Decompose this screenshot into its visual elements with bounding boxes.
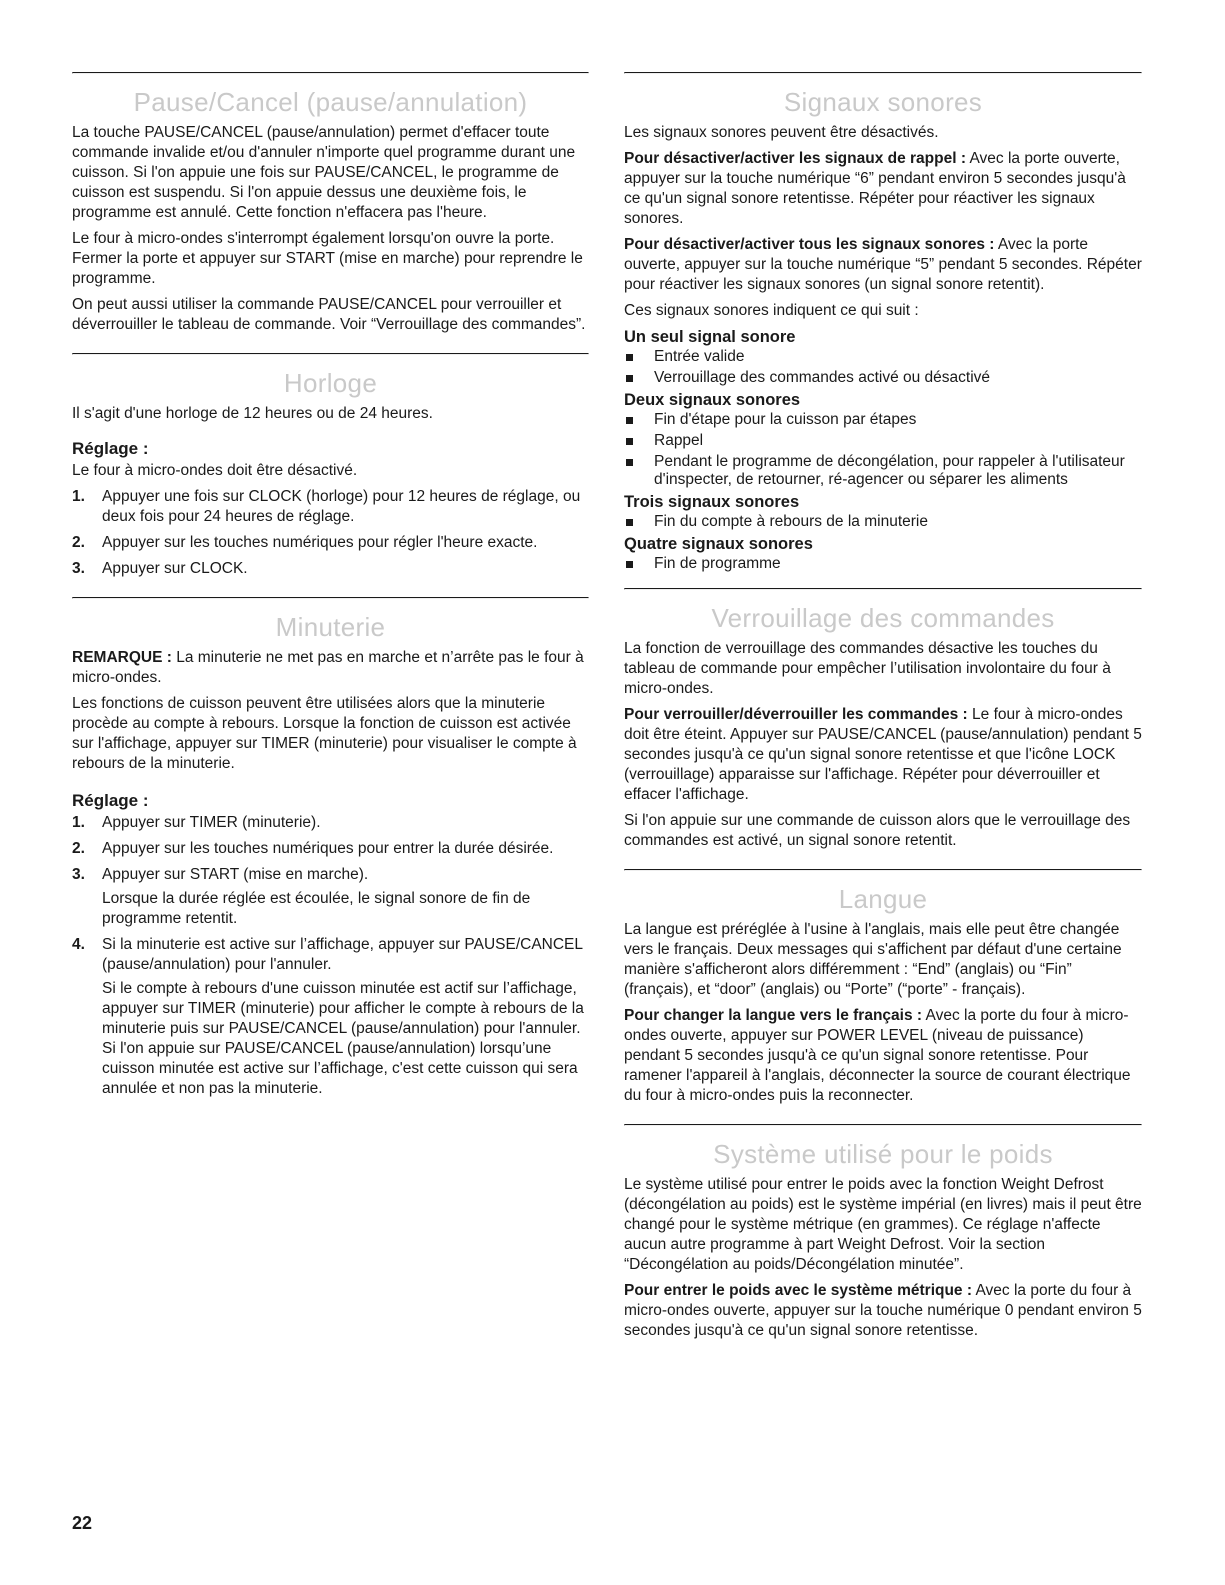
bullet-list [624,513,1142,531]
section-divider [72,353,589,355]
bullet-square-icon [626,375,633,382]
bullet-square-icon [626,519,633,526]
section-title: Pause/Cancel (pause/annulation) [133,87,528,117]
paragraph: Pour désactiver/activer tous les signaux sonores : Avec la porte ouverte, appuyer sur la touche numérique “5” pendant 5 secondes. Répéter pour réactiver les signaux sonores (un signal sonore retentit). [624,235,1142,293]
list-item: 2. Appuyer sur les touches numériques pour régler l'heure exacte. [72,533,538,551]
list-item: 4. Si la minuterie est active sur l’affichage, appuyer sur PAUSE/CANCEL (pause/annulation) pour l'annuler. Si le compte à rebours d'une cuisson minutée est actif sur l’affichage, appuyer sur TIMER (minuterie) pour afficher le compte à rebours de la minuterie puis sur PAUSE/CANCEL (pause/annulation) pour l'annuler. Si l'on appuie sur PAUSE/CANCEL (pause/annulation) lorsqu’une cuisson minutée est active sur l’affichage, c'est cette cuisson qui sera annulée et non pas la minuterie. [72,935,589,1099]
paragraph: Pour verrouiller/déverrouiller les commandes : Le four à micro-ondes doit être éteint. Appuyer sur PAUSE/CANCEL (pause/annulation) pendant 5 secondes jusqu'à ce qu'un signal sonore retentisse et que l'icône LOCK (verrouillage) apparaisse sur l'affichage. Répéter pour déverrouiller et effacer l'affichage. [624,705,1142,803]
list-item: Fin d'étape pour la cuisson par étapes [624,411,1142,429]
section-divider [72,597,589,599]
bullet-square-icon [626,459,633,466]
steps-list [72,487,589,579]
list-item: 1. Appuyer une fois sur CLOCK (horloge) pour 12 heures de réglage, ou deux fois pour 24 heures de réglage. [72,487,581,525]
section-horloge [72,369,589,593]
paragraph: Les signaux sonores peuvent être désactivés. [624,123,939,141]
steps-list [72,813,589,1099]
section-pause-cancel [72,88,589,349]
paragraph: Pour entrer le poids avec le système métrique : Avec la porte du four à micro-ondes ouverte, appuyer sur la touche numérique 0 pendant environ 5 secondes jusqu'à ce qu'un signal sonore retentisse. [624,1281,1142,1339]
bullet-list [624,555,1142,573]
section-divider [624,588,1142,590]
remarque-label: REMARQUE : [72,648,172,666]
step-note: Lorsque la durée réglée est écoulée, le signal sonore de fin de programme retentit. [102,889,531,927]
group-title: Trois signaux sonores [624,492,800,511]
section-title: Verrouillage des commandes [711,602,1055,633]
right-column [624,72,1142,1355]
list-item: Pendant le programme de décongélation, pour rappeler à l'utilisateur d'inspecter, de retourner, ré-agencer ou séparer les aliments [624,453,1142,489]
paragraph: Il s'agit d'une horloge de 12 heures ou de 24 heures. [72,404,433,422]
list-item: 3. Appuyer sur START (mise en marche). Lorsque la durée réglée est écoulée, le signal sonore de fin de programme retentit. [72,865,589,929]
section-divider [624,72,1142,74]
bullet-list [624,348,1142,387]
paragraph: La touche PAUSE/CANCEL (pause/annulation) permet d'effacer toute commande invalide et/ou d'annuler n'importe quel programme durant une cuisson. Si l'on appuie une fois sur PAUSE/CANCEL, le programme de cuisson est suspendu. Si l'on appuie dessus une deuxième fois, le programme est annulé. Cette fonction n'effacera pas l'heure. [72,123,576,221]
paragraph: Pour désactiver/activer les signaux de rappel : Avec la porte ouverte, appuyer sur la touche numérique “6” pendant environ 5 secondes jusqu'à ce qu'un signal sonore retentisse. Répéter pour réactiver les signaux sonores. [624,149,1126,227]
group-title: Deux signaux sonores [624,390,801,409]
section-langue [624,885,1142,1120]
section-divider [624,869,1142,871]
bullet-square-icon [626,417,633,424]
paragraph: Le système utilisé pour entrer le poids avec la fonction Weight Defrost (décongélation au poids) est le système impérial (en livres) mais il peut être changé pour le système métrique (en grammes). Ce réglage n'affecte aucun autre programme à part Weight Defrost. Voir la section “Décongélation au poids/Décongélation minutée”. [624,1175,1142,1273]
paragraph: Ces signaux sonores indiquent ce qui suit : [624,301,919,319]
step-note: Si le compte à rebours d'une cuisson minutée est actif sur l’affichage, appuyer sur TIMER (minuterie) pour afficher le compte à rebours de la minuterie puis sur PAUSE/CANCEL (pause/annulation) pour l'annuler. Si l'on appuie sur PAUSE/CANCEL (pause/annulation) lorsqu’une cuisson minutée est active sur l’affichage, c'est cette cuisson qui sera annulée et non pas la minuterie. [102,979,584,1097]
list-item: 3. Appuyer sur CLOCK. [72,559,248,577]
list-item: 1. Appuyer sur TIMER (minuterie). [72,813,321,831]
section-title: Horloge [283,367,378,398]
section-title: Langue [838,883,928,914]
section-title: Minuterie [275,611,386,642]
subsection-title: Réglage : [72,438,149,458]
section-title: Système utilisé pour le poids [713,1138,1053,1169]
section-divider [72,72,589,74]
paragraph: REMARQUE : La minuterie ne met pas en marche et n’arrête pas le four à micro-ondes. [72,648,584,686]
left-column [72,72,589,1113]
section-divider [624,1124,1142,1126]
bullet-square-icon [626,561,633,568]
group-title: Quatre signaux sonores [624,534,813,553]
bullet-list [624,411,1142,489]
section-minuterie [72,613,589,1113]
list-item: 2. Appuyer sur les touches numériques pour entrer la durée désirée. [72,839,554,857]
group-title: Un seul signal sonore [624,327,796,346]
subsection-title: Réglage : [72,790,149,810]
section-title: Signaux sonores [783,87,983,117]
list-item: Fin du compte à rebours de la minuterie [624,513,1142,531]
bullet-square-icon [626,354,633,361]
section-signaux-sonores [624,88,1142,584]
paragraph: Le four à micro-ondes s'interrompt également lorsqu'on ouvre la porte. Fermer la porte et appuyer sur START (mise en marche) pour reprendre le programme. [72,229,583,287]
list-item: Fin de programme [624,555,1142,573]
page-number: 22 [72,1513,93,1533]
paragraph: Si l'on appuie sur une commande de cuisson alors que le verrouillage des commandes est activé, un signal sonore retentit. [624,811,1131,849]
section-systeme-poids [624,1140,1142,1355]
list-item: Verrouillage des commandes activé ou désactivé [624,369,1142,387]
bullet-square-icon [626,438,633,445]
paragraph: Pour changer la langue vers le français : Avec la porte du four à micro-ondes ouverte, appuyer sur POWER LEVEL (niveau de puissance) pendant 5 secondes jusqu'à ce qu'un signal sonore retentisse. Pour ramener l'appareil à l'anglais, déconnecter la source de courant électrique du four à micro-ondes puis la reconnecter. [624,1006,1131,1104]
section-verrouillage [624,604,1142,865]
paragraph: La langue est préréglée à l'usine à l'anglais, mais elle peut être changée vers le français. Deux messages qui s'affichent par défaut d'une certaine manière s'afficheront alors différemment : “End” (anglais) ou “Fin” (français), et “door” (anglais) ou “Porte” (“porte” - français). [624,920,1122,998]
list-item: Entrée valide [624,348,1142,366]
list-item: Rappel [624,432,1142,450]
paragraph: La fonction de verrouillage des commandes désactive les touches du tableau de commande pour empêcher l’utilisation involontaire du four à micro-ondes. [624,639,1111,697]
paragraph: On peut aussi utiliser la commande PAUSE/CANCEL pour verrouiller et déverrouiller le tableau de commande. Voir “Verrouillage des commandes”. [72,295,586,333]
paragraph: Le four à micro-ondes doit être désactivé. [72,461,358,479]
paragraph: Les fonctions de cuisson peuvent être utilisées alors que la minuterie procède au compte à rebours. Lorsque la fonction de cuisson est activée sur l'affichage, appuyer sur TIMER (minuterie) pour visualiser le compte à rebours de la minuterie. [72,694,577,772]
